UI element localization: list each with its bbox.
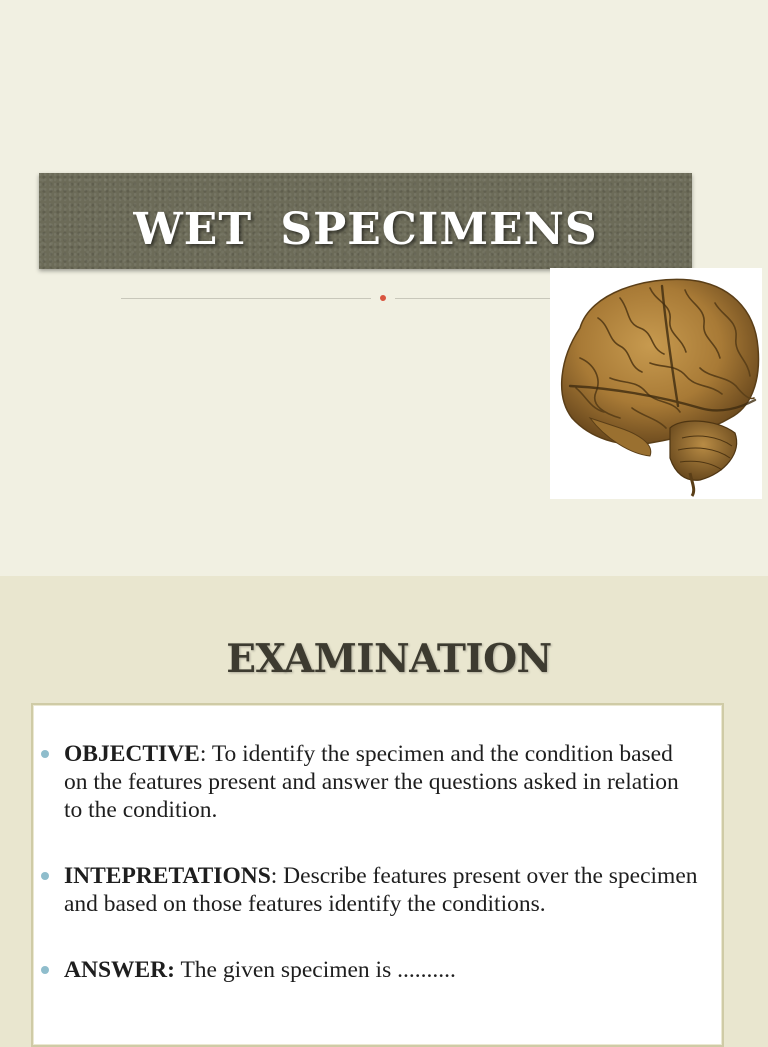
bullet-separator: : (270, 863, 284, 889)
bullet-answer (33, 956, 722, 984)
bullet-text: The given specimen is .......... (180, 957, 456, 983)
bullet-list (33, 740, 722, 1022)
title-band (39, 173, 692, 269)
bullet-separator: : (199, 741, 212, 767)
bullet-key: ANSWER: (64, 957, 175, 983)
examination-heading: EXAMINATION (226, 636, 552, 682)
bullet-objective (33, 740, 722, 824)
bullet-dot-icon (41, 872, 49, 880)
divider-dot (380, 295, 386, 301)
brain-specimen-image (550, 268, 762, 499)
brain-icon (550, 268, 762, 499)
slide-title: WET SPECIMENS (133, 204, 598, 255)
content-box (31, 703, 724, 1047)
bullet-text: To identify the specimen and the condition based on the features present and answer the questions asked in relation to the condition. (64, 741, 679, 823)
examination-slide (0, 576, 768, 1024)
bullet-key: OBJECTIVE (64, 741, 200, 767)
divider-line-right (395, 298, 555, 299)
bullet-dot-icon (41, 750, 49, 758)
bullet-interpretations (33, 862, 722, 918)
bullet-key: INTEPRETATIONS (64, 863, 271, 889)
divider-line-left (121, 298, 371, 299)
bullet-text: Describe features present over the specimen and based on those features identify the conditions. (64, 863, 698, 917)
bullet-dot-icon (41, 966, 49, 974)
